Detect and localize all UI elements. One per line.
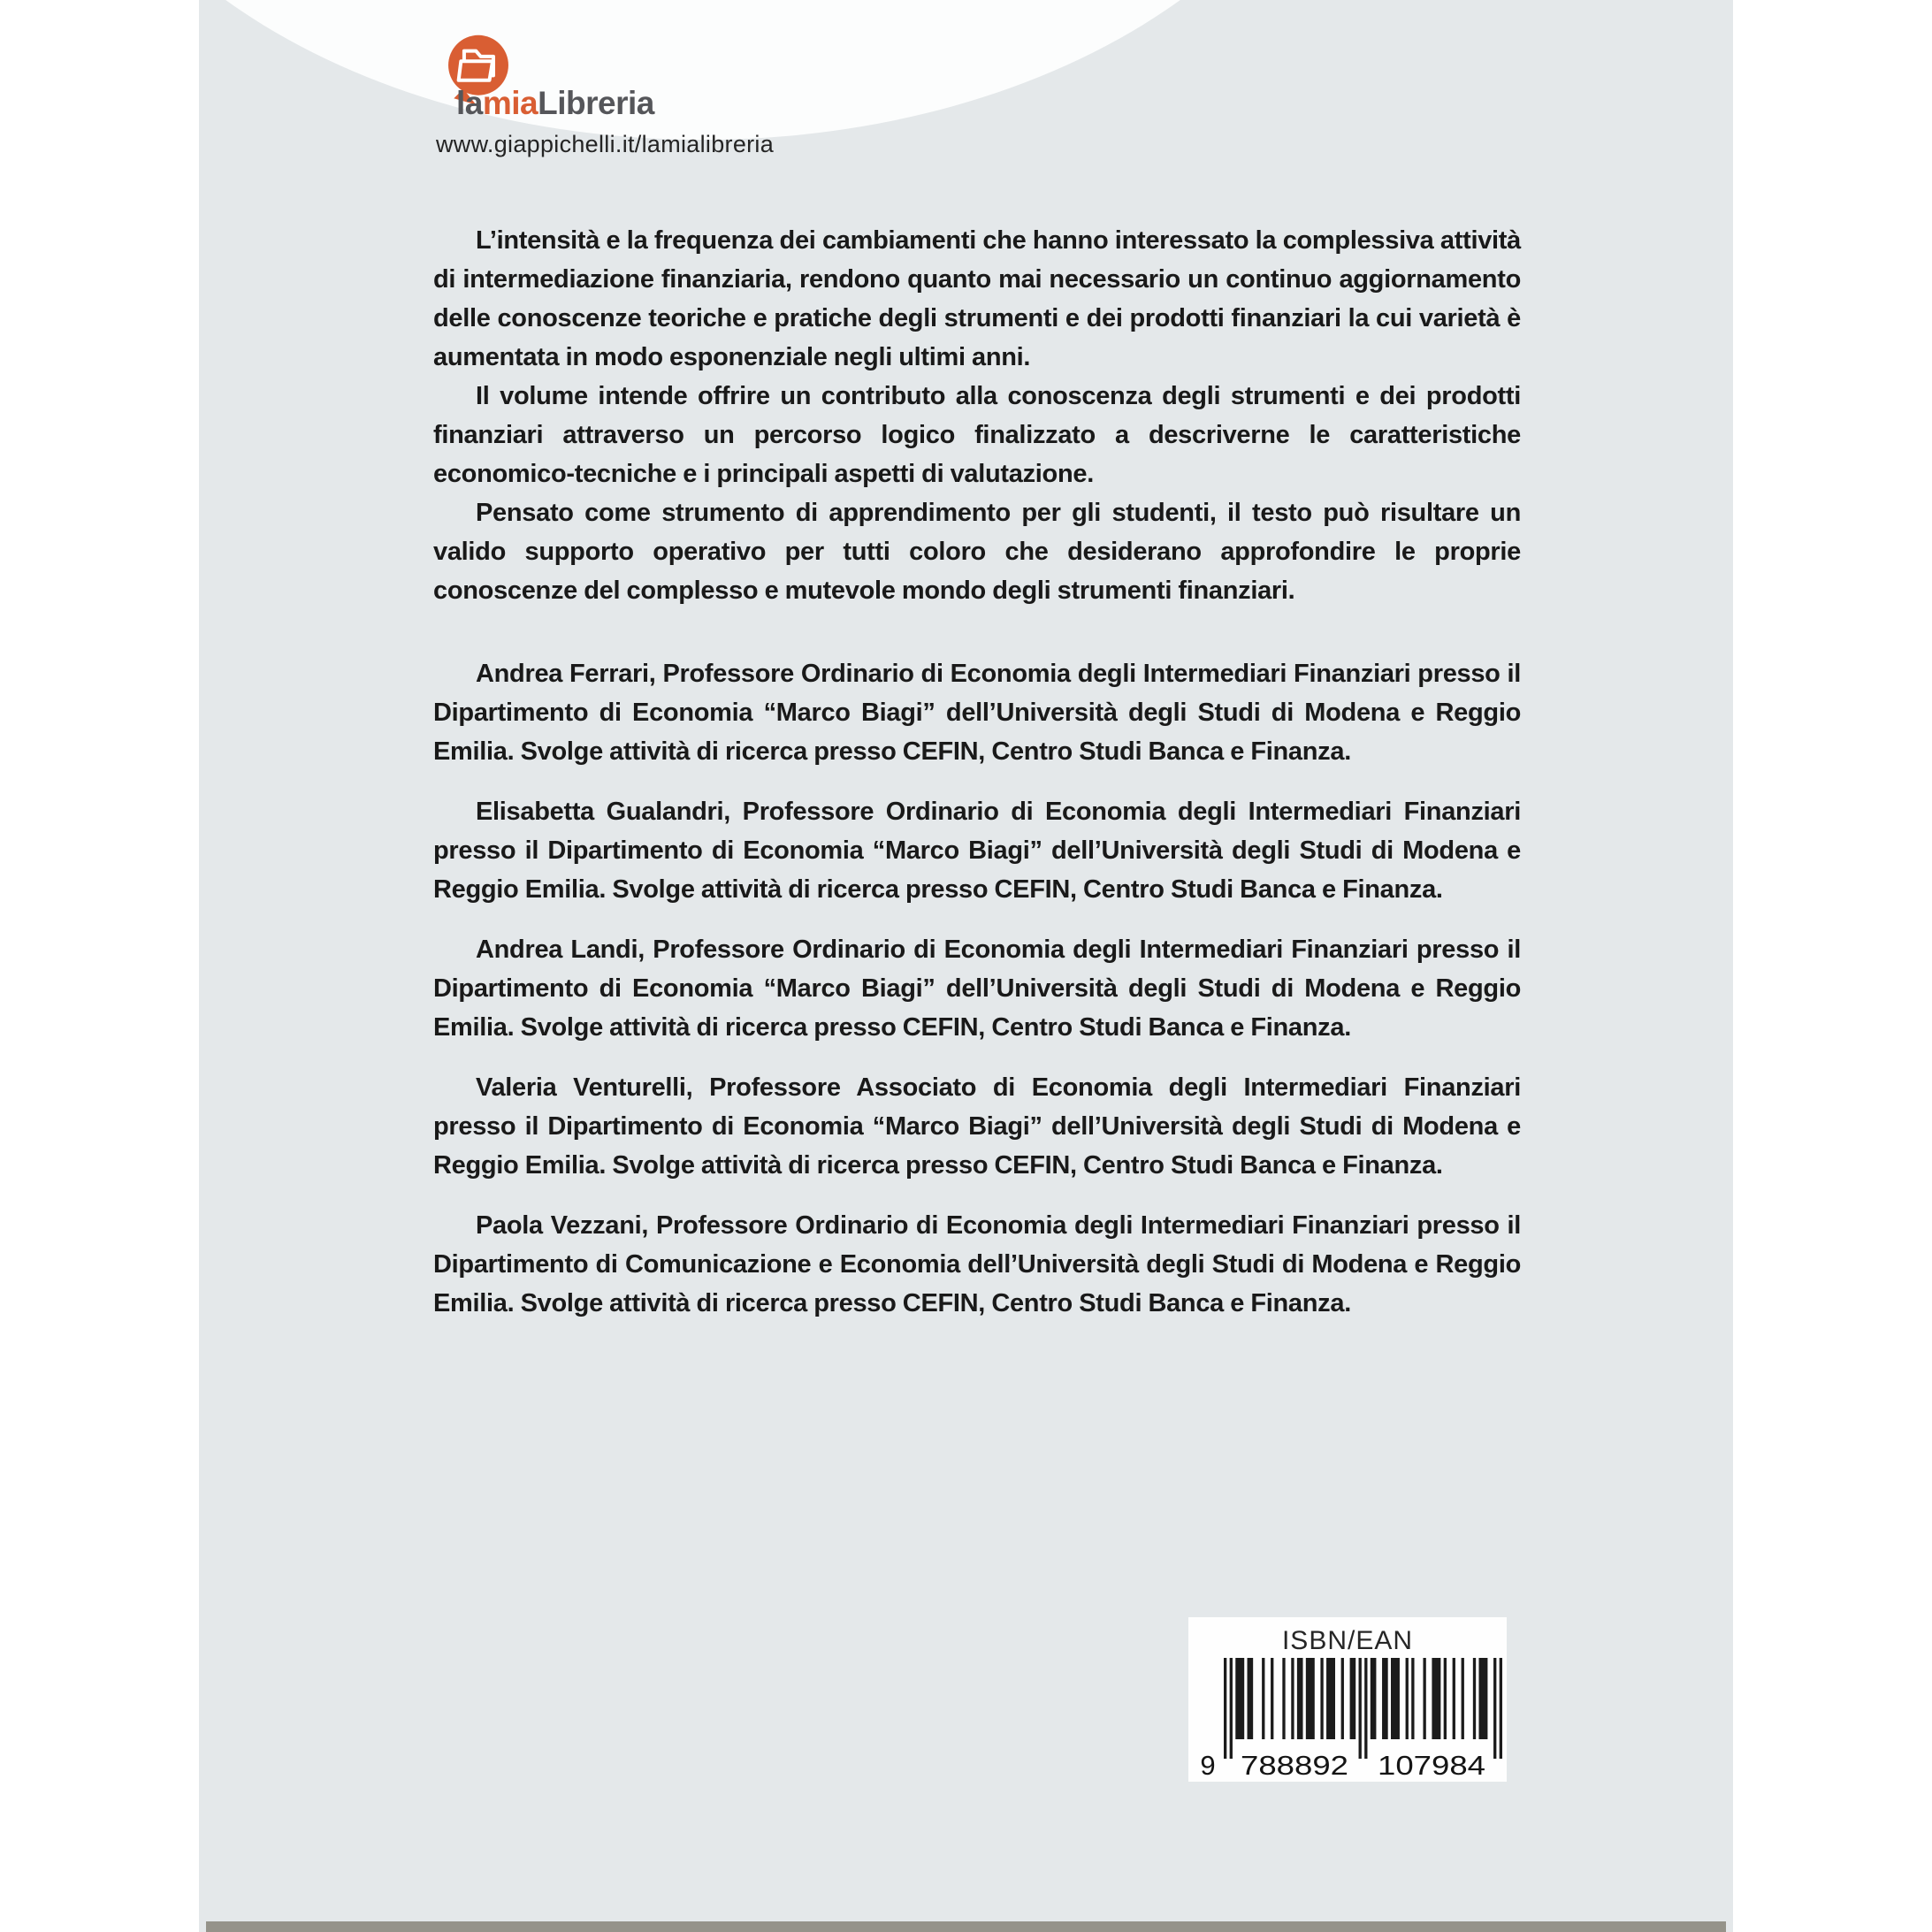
logo-text-libreria: Libreria [538, 85, 654, 121]
author-bio-vezzani: Paola Vezzani, Professore Ordinario di Economia degli Intermediari Finanziari presso il Dipartimento di Comunicazione e Economia dell’Università degli Studi di Modena e Reggio Emilia. Svolge attività di ricerca presso CEFIN, Centro Studi Banca e Finanza. [433, 1211, 1521, 1317]
author-bio-ferrari: Andrea Ferrari, Professore Ordinario di Economia degli Intermediari Finanziari presso il Dipartimento di Economia “Marco Biagi” dell’Università degli Studi di Modena e Reggio Emilia. Svolge attività di ricerca presso CEFIN, Centro Studi Banca e Finanza. [433, 660, 1521, 766]
book-back-cover [199, 0, 1733, 1932]
svg-text:9: 9 [1200, 1750, 1216, 1781]
svg-text:107984: 107984 [1378, 1750, 1485, 1781]
description-paragraph-1: L’intensità e la frequenza dei cambiamenti che hanno interessato la complessiva attività di intermediazione finanziaria, rendono quanto mai necessario un continuo aggiornamento delle conoscenze teoriche e pratiche degli strumenti e dei prodotti finanziari la cui varietà è aumentata in modo esponenziale negli ultimi anni. [433, 226, 1521, 371]
folder-front-icon [459, 61, 493, 80]
publisher-url: www.giappichelli.it/lamialibreria [436, 131, 775, 157]
isbn-barcode [1188, 1617, 1507, 1782]
author-bio-gualandri: Elisabetta Gualandri, Professore Ordinario di Economia degli Intermediari Finanziari presso il Dipartimento di Economia “Marco Biagi” dell’Università degli Studi di Modena e Reggio Emilia. Svolge attività di ricerca presso CEFIN, Centro Studi Banca e Finanza. [433, 798, 1521, 904]
publisher-logo-text [456, 85, 654, 122]
isbn-ean-label: ISBN/EAN [1281, 1626, 1414, 1655]
page-edge-shadow [206, 1921, 1726, 1932]
author-bio-venturelli: Valeria Venturelli, Professore Associato di Economia degli Intermediari Finanziari presso il Dipartimento di Economia “Marco Biagi” dell’Università degli Studi di Modena e Reggio Emilia. Svolge attività di ricerca presso CEFIN, Centro Studi Banca e Finanza. [433, 1073, 1521, 1180]
logo-text-la: la [456, 85, 483, 121]
svg-text:788892: 788892 [1241, 1750, 1348, 1781]
logo-text-mia: mia [482, 85, 538, 121]
top-arc-decoration [199, 0, 1357, 140]
description-paragraph-2: Il volume intende offrire un contributo alla conoscenza degli strumenti e dei prodotti finanziari attraverso un percorso logico finalizzato a descriverne le caratteristiche economico-tecniche e i principali aspetti di valutazione. [433, 382, 1521, 488]
author-bio-landi: Andrea Landi, Professore Ordinario di Economia degli Intermediari Finanziari presso il Dipartimento di Economia “Marco Biagi” dell’Università degli Studi di Modena e Reggio Emilia. Svolge attività di ricerca presso CEFIN, Centro Studi Banca e Finanza. [433, 935, 1521, 1042]
description-paragraph-3: Pensato come strumento di apprendimento per gli studenti, il testo può risultare un valido supporto operativo per tutti coloro che desiderano approfondire le proprie conoscenze del complesso e mutevole mondo degli strumenti finanziari. [433, 499, 1521, 605]
back-cover-text [433, 221, 1521, 1323]
